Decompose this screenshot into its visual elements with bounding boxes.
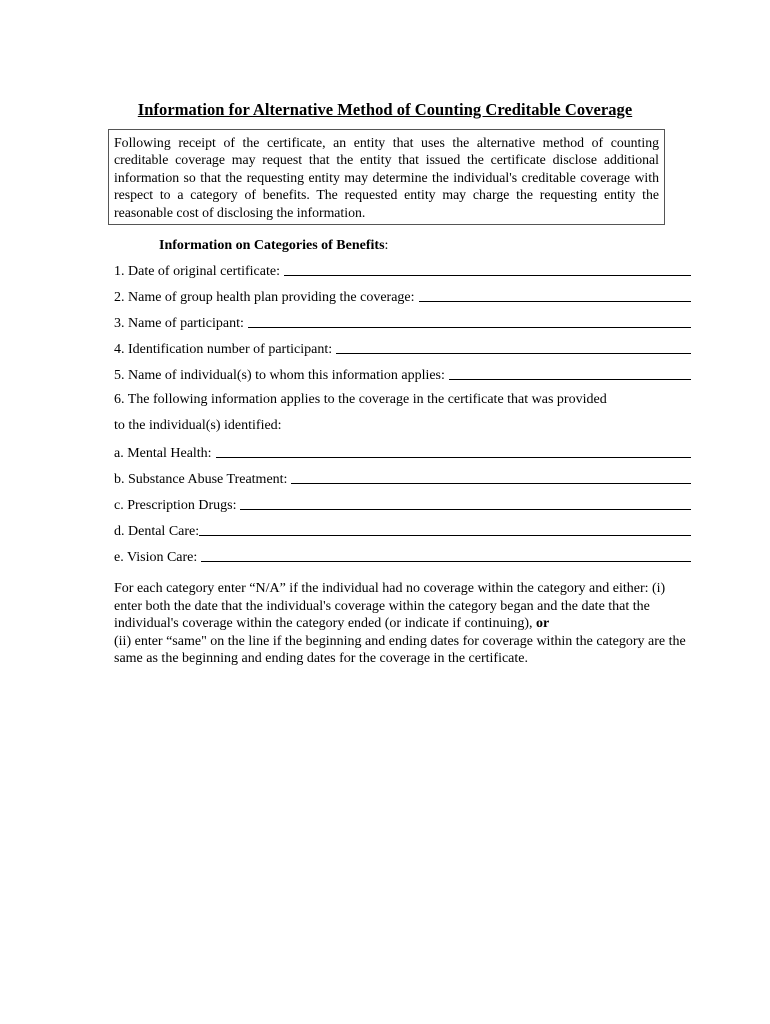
prescription-drugs-line[interactable] [240, 496, 691, 510]
field-substance-abuse [114, 469, 691, 489]
item6-line2: to the individual(s) identified: [114, 418, 282, 433]
section-heading-text: Information on Categories of Benefits [159, 238, 385, 253]
field-vision-care [114, 547, 691, 567]
field-label: a. Mental Health: [114, 446, 212, 461]
field-dental-care [114, 521, 691, 541]
field-label: 1. Date of original certificate: [114, 264, 280, 279]
instructions-or: or [536, 616, 550, 632]
field-group-health-plan [114, 287, 691, 307]
field-participant-id [114, 339, 691, 359]
field-label: e. Vision Care: [114, 550, 198, 565]
vision-care-line[interactable] [201, 548, 691, 562]
mental-health-line[interactable] [216, 444, 691, 458]
field-label: 5. Name of individual(s) to whom this information applies: [114, 368, 445, 383]
item6-line1: 6. The following information applies to the coverage in the certificate that was provided [114, 392, 607, 407]
field-individual-names [114, 365, 691, 385]
field-label: d. Dental Care: [114, 524, 200, 539]
field-date-original-certificate [114, 261, 691, 281]
field-label: 4. Identification number of participant: [114, 342, 333, 357]
field-label: b. Substance Abuse Treatment: [114, 472, 288, 487]
individual-names-line[interactable] [449, 366, 691, 380]
section-heading [159, 238, 388, 254]
field-label: c. Prescription Drugs: [114, 498, 237, 513]
participant-name-line[interactable] [248, 314, 691, 328]
field-mental-health [114, 443, 691, 463]
field-prescription-drugs [114, 495, 691, 515]
field-label: 3. Name of participant: [114, 316, 244, 331]
group-health-plan-line[interactable] [419, 288, 691, 302]
dental-care-line[interactable] [199, 522, 691, 536]
instructions-paragraph [114, 580, 691, 668]
document-title: Information for Alternative Method of Counting Creditable Coverage [137, 100, 633, 119]
intro-box: Following receipt of the certificate, an entity that uses the alternative method of counting creditable coverage may request that the entity that issued the certificate disclose additional information so that the requesting entity may determine the individual's creditable coverage with respect to a category of benefits. The requested entity may charge the requesting entity the reasonable cost of disclosing the information. [108, 129, 665, 225]
date-original-certificate-line[interactable] [284, 262, 691, 276]
field-participant-name [114, 313, 691, 333]
section-heading-colon: : [384, 238, 389, 253]
instructions-part2: (ii) enter “same" on the line if the beginning and ending dates for coverage within the category are the same as the beginning and ending dates for the coverage in the certificate. [114, 633, 686, 667]
field-label: 2. Name of group health plan providing the coverage: [114, 290, 415, 305]
participant-id-line[interactable] [336, 340, 691, 354]
instructions-part1: For each category enter “N/A” if the individual had no coverage within the category and either: (i) enter both the date that the individual's coverage within the category began and the date that the individual's coverage within the category ended (or indicate if continuing), [114, 581, 666, 632]
substance-abuse-line[interactable] [291, 470, 691, 484]
